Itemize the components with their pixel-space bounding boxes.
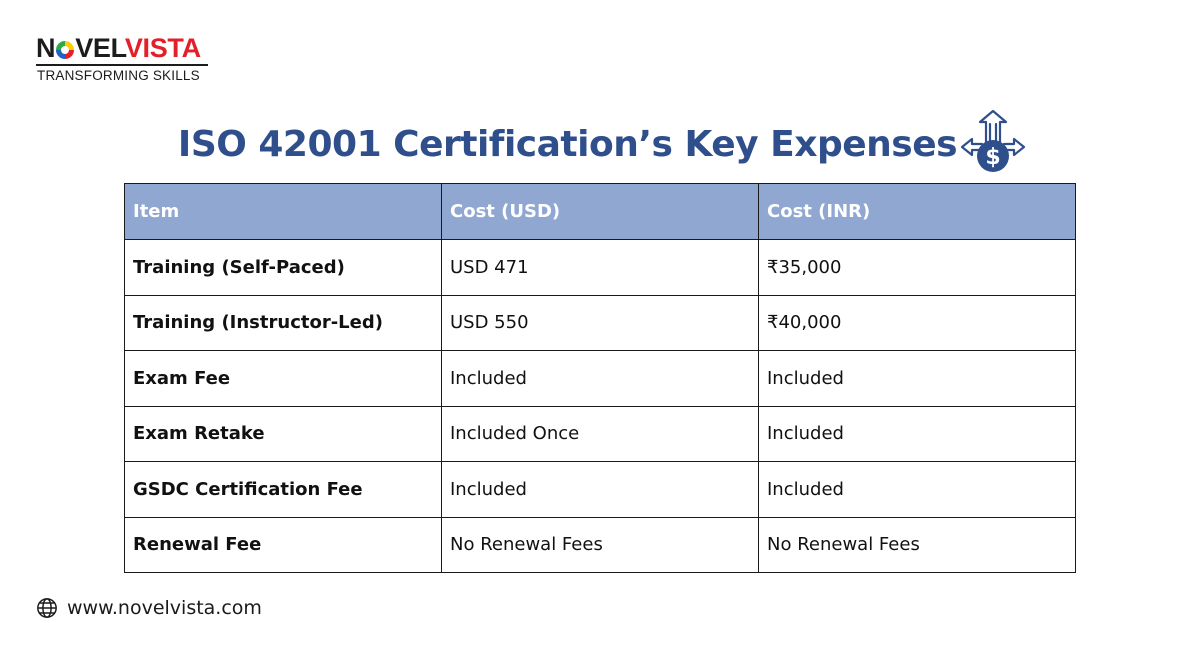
page-title: ISO 42001 Certification’s Key Expenses <box>177 124 958 165</box>
website-link[interactable]: www.novelvista.com <box>67 597 262 619</box>
cost-inr-cell: No Renewal Fees <box>759 517 1076 573</box>
table-row <box>125 240 1076 296</box>
item-cell: Exam Retake <box>125 406 442 462</box>
cost-usd-cell: USD 550 <box>442 295 759 351</box>
item-cell: GSDC Certification Fee <box>125 462 442 518</box>
item-cell: Exam Fee <box>125 351 442 407</box>
cost-inr-cell: Included <box>759 462 1076 518</box>
brand-logo[interactable] <box>36 33 216 85</box>
table-row <box>125 462 1076 518</box>
column-header-cost-usd: Cost (USD) <box>442 184 759 240</box>
cost-inr-cell: ₹35,000 <box>759 240 1076 296</box>
cost-inr-cell: Included <box>759 406 1076 462</box>
column-header-item: Item <box>125 184 442 240</box>
brand-divider <box>36 64 208 66</box>
cost-arrows-dollar-icon <box>958 108 1028 178</box>
brand-o-icon <box>56 41 74 59</box>
expenses-table <box>124 183 1076 573</box>
item-cell: Training (Instructor-Led) <box>125 295 442 351</box>
cost-usd-cell: Included Once <box>442 406 759 462</box>
svg-text:$: $ <box>985 145 1001 170</box>
table-row <box>125 517 1076 573</box>
item-cell: Training (Self-Paced) <box>125 240 442 296</box>
globe-icon <box>36 597 58 619</box>
cost-inr-cell: ₹40,000 <box>759 295 1076 351</box>
brand-wordmark: N VELVISTA <box>36 33 201 63</box>
cost-usd-cell: Included <box>442 462 759 518</box>
cost-usd-cell: USD 471 <box>442 240 759 296</box>
column-header-cost-inr: Cost (INR) <box>759 184 1076 240</box>
table-row <box>125 295 1076 351</box>
item-cell: Renewal Fee <box>125 517 442 573</box>
brand-tagline: TRANSFORMING SKILLS <box>37 68 200 83</box>
cost-usd-cell: Included <box>442 351 759 407</box>
cost-usd-cell: No Renewal Fees <box>442 517 759 573</box>
table-row <box>125 351 1076 407</box>
table-row <box>125 406 1076 462</box>
cost-inr-cell: Included <box>759 351 1076 407</box>
table-header-row <box>125 184 1076 240</box>
